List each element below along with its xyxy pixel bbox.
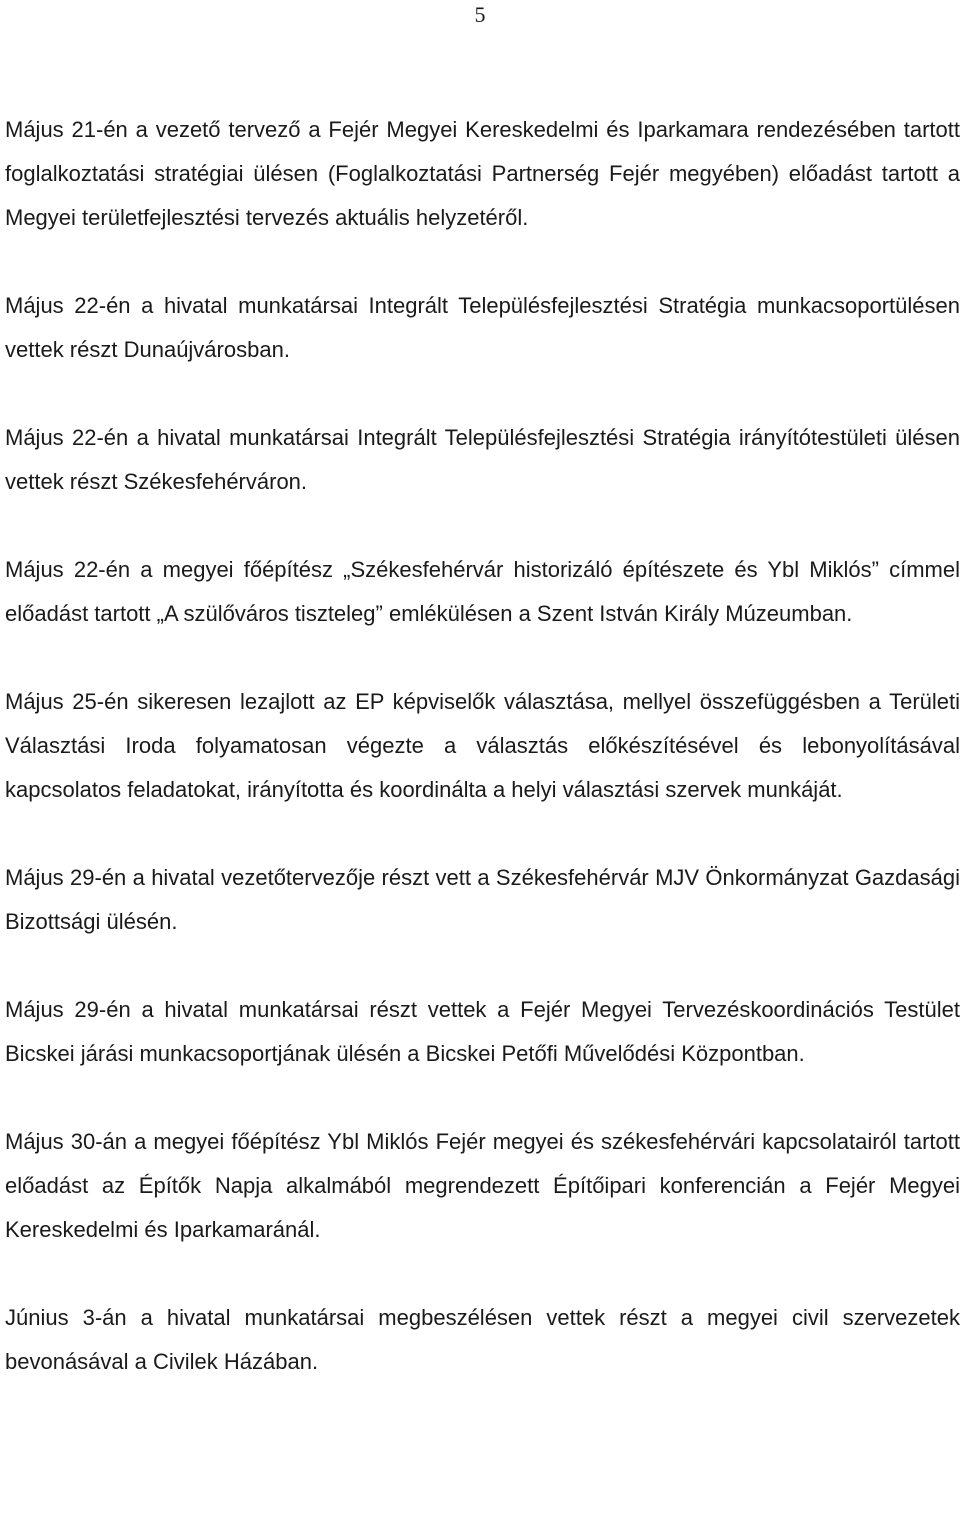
- document-body: [5, 108, 960, 1428]
- paragraph-may-25-election: Május 25-én sikeresen lezajlott az EP képviselők választása, mellyel összefüggésben a Területi Választási Iroda folyamatosan végezte a választás előkészítésével és lebonyolításával kapcsolatos feladatokat, irányította és koordinálta a helyi választási szervek munkáját.: [5, 689, 960, 802]
- paragraph-may-29-bicske: Május 29-én a hivatal munkatársai részt vettek a Fejér Megyei Tervezéskoordinációs Testület Bicskei járási munkacsoportjának ülésén a Bicskei Petőfi Művelődési Központban.: [5, 997, 960, 1066]
- paragraph-may-22-lecture: Május 22-én a megyei főépítész „Székesfehérvár historizáló építészete és Ybl Miklós” címmel előadást tartott „A szülőváros tiszteleg” emlékülésen a Szent István Király Múzeumban.: [5, 557, 960, 626]
- paragraph-may-22-szekesfehervar: Május 22-én a hivatal munkatársai Integrált Településfejlesztési Stratégia irányítótestületi ülésen vettek részt Székesfehérváron.: [5, 425, 960, 494]
- paragraph-may-30-conference: Május 30-án a megyei főépítész Ybl Miklós Fejér megyei és székesfehérvári kapcsolatairól tartott előadást az Építők Napja alkalmából megrendezett Építőipari konferencián a Fejér Megyei Kereskedelmi és Iparkamaránál.: [5, 1129, 960, 1242]
- paragraph-may-22-dunaujvaros: Május 22-én a hivatal munkatársai Integrált Településfejlesztési Stratégia munkacsoportülésen vettek részt Dunaújvárosban.: [5, 293, 960, 362]
- paragraph-may-29-committee: Május 29-én a hivatal vezetőtervezője részt vett a Székesfehérvár MJV Önkormányzat Gazdasági Bizottsági ülésén.: [5, 865, 960, 934]
- paragraph-june-3-civil: Június 3-án a hivatal munkatársai megbeszélésen vettek részt a megyei civil szervezetek bevonásával a Civilek Házában.: [5, 1305, 960, 1374]
- page-number: 5: [474, 2, 486, 27]
- paragraph-may-21: Május 21-én a vezető tervező a Fejér Megyei Kereskedelmi és Iparkamara rendezésében tartott foglalkoztatási stratégiai ülésen (Foglalkoztatási Partnerség Fejér megyében) előadást tartott a Megyei területfejlesztési tervezés aktuális helyzetéről.: [5, 117, 960, 230]
